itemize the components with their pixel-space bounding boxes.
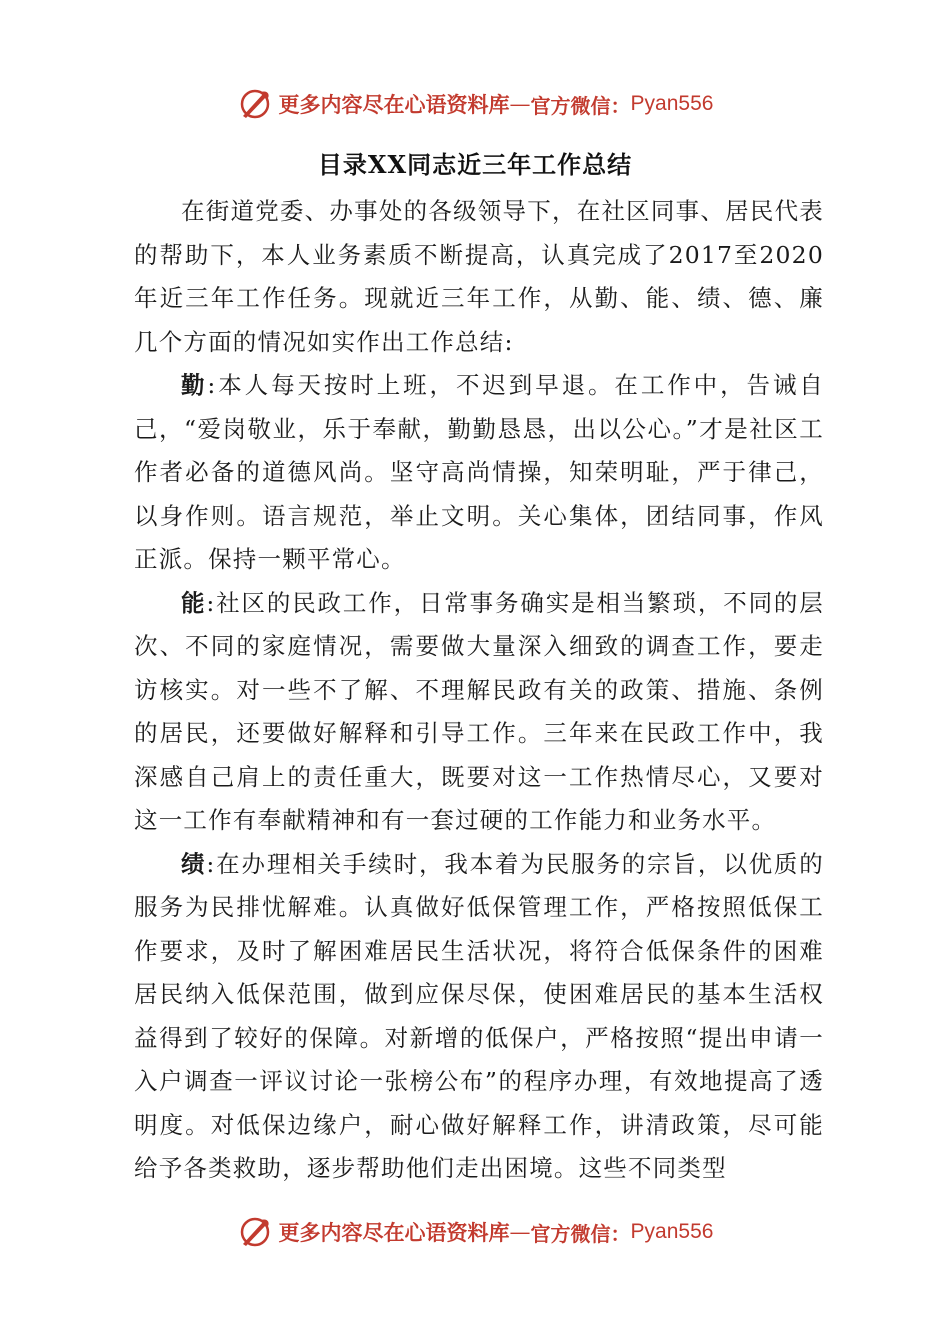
document-title: 目录XX同志近三年工作总结 [317, 150, 633, 179]
footer-banner [0, 1212, 950, 1252]
section-paragraph-ji [134, 843, 824, 1191]
quill-logo-icon [237, 86, 273, 122]
section-paragraph-qin [134, 364, 824, 582]
banner-wechat-id: Pyan556 [630, 1220, 714, 1243]
banner-brand-text: 更多内容尽在心语资料库 [278, 1220, 510, 1245]
banner-brand-text: 更多内容尽在心语资料库 [278, 92, 510, 117]
section-text: 社区的民政工作，日常事务确实是相当繁琐，不同的层次、不同的家庭情况，需要做大量深入细致的调查工作，要走访核实。对一些不了解、不理解民政有关的政策、措施、条例的居民，还要做好解释和引导工作。三年来在民政工作中，我深感自己肩上的责任重大，既要对这一工作热情尽心，又要对这一工作有奉献精神和有一套过硬的工作能力和业务水平。 [134, 588, 824, 834]
section-separator: : [206, 588, 216, 617]
section-keyword: 能 [181, 588, 207, 617]
section-text: 本人每天按时上班，不迟到早退。在工作中，告诫自己，“爱岗敬业，乐于奉献，勤勤恳恳，出以公心。”才是社区工作者必备的道德风尚。坚守高尚情操，知荣明耻，严于律己，以身作则。语言规范，举止文明。关心集体，团结同事，作风正派。保持一颗平常心。 [134, 371, 824, 573]
banner-wechat-label: 官方微信： [530, 1221, 631, 1246]
banner-wechat-label: 官方微信： [530, 93, 631, 118]
header-banner [0, 84, 950, 124]
banner-dash: — [509, 92, 531, 116]
quill-logo-icon [237, 1214, 273, 1250]
document-body [134, 190, 824, 1191]
intro-paragraph: 在街道党委、办事处的各级领导下，在社区同事、居民代表的帮助下，本人业务素质不断提高，认真完成了2017至2020年近三年工作任务。现就近三年工作，从勤、能、绩、德、廉几个方面的情况如实作出工作总结: [134, 197, 824, 356]
section-separator: : [207, 371, 217, 399]
section-keyword: 绩 [181, 849, 207, 878]
section-keyword: 勤 [181, 371, 208, 399]
section-paragraph-neng [134, 582, 824, 843]
section-separator: : [206, 849, 216, 878]
banner-wechat-id: Pyan556 [630, 92, 714, 115]
section-text: 在办理相关手续时，我本着为民服务的宗旨，以优质的服务为民排忧解难。认真做好低保管理工作，严格按照低保工作要求，及时了解困难居民生活状况，将符合低保条件的困难居民纳入低保范围，做到应保尽保，使困难居民的基本生活权益得到了较好的保障。对新增的低保户，严格按照“提出申请一入户调查一评议讨论一张榜公布”的程序办理，有效地提高了透明度。对低保边缘户，耐心做好解释工作，讲清政策，尽可能给予各类救助，逐步帮助他们走出困境。这些不同类型 [134, 849, 824, 1182]
banner-dash: — [509, 1220, 531, 1244]
